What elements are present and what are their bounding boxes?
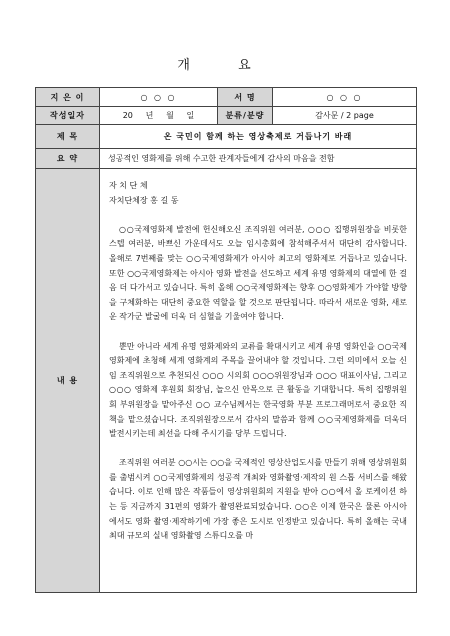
content-paragraph-2: 뿐만 아니라 세계 유명 영화제와의 교류를 확대시키고 세계 유명 영화인을 ○○국제영화제에 초청해 세계 영화계의 주목을 끌어내야 할 것입니다. 그런 의미에서 오늘 신임 조직위원으로 추천되신 ○○○ 시의회 ○○○위원장님과 ○○○ 대표이사님, 그리고 ○○○ 영화제 후원회 회장님, 놀으신 안목으로 큰 활동을 기대합니다. 특히 집행위원회 부위원장을 맡아주신 ○○ 교수님께서는 한국영화 부분 프로그래머로서 중요한 직책을 맡으셨습니다. 조직위원장으로서 감사의 말씀과 함께 ○○국제영화제를 더욱더 발전시키는데 최선을 다해 주시기를 당부 드립니다. (109, 341, 407, 439)
category-label: 분류/분량 (218, 107, 273, 125)
category-value: 감사문 / 2 page (273, 107, 417, 125)
content-paragraph-3: 조직위원 여러분 ○○시는 ○○을 국제적인 영상산업도시를 만들기 위해 영상위원회를 출범시켜 ○○국제영화제의 성공적 개최와 영화촬영·제작의 원 스톱 서비스를 해왔습니다. 이로 인해 많은 작품들이 영상위원회의 지원을 받아 ○○에서 올 로케이션 하는 등 지금까지 31편의 영화가 촬영완료되었습니다. ○○은 이제 한국은 물론 아시아에서도 영화 촬영·제작하기에 가장 좋은 도시로 인정받고 있습니다. 특히 올해는 국내 최대 규모의 실내 영화촬영 스튜디오를 마 (109, 458, 407, 541)
date-month-unit: 월 (166, 111, 174, 120)
signature-value: ○ ○ ○ (273, 88, 417, 107)
date-label: 작성일자 (36, 107, 100, 125)
content-body (100, 169, 417, 593)
summary-form (35, 87, 417, 593)
author-value: ○ ○ ○ (100, 88, 218, 107)
content-paragraph-1: ○○국제영화제 발전에 헌신해오신 조직위원 여러분, ○○○ 집행위원장을 비롯한 스텝 여러분, 바쁘신 가운데서도 오늘 임시총회에 참석해주셔서 대단히 감사합니다. 올해로 7번째를 맞는 ○○국제영화제가 아시아 최고의 영화제로 거듭나고 있습니다. 또한 ○○국제영화제는 아시아 영화 발전을 선도하고 세계 유명 영화제의 대열에 한 걸음 더 다가서고 있습니다. 특히 올해 ○○국제영화제는 향후 ○○영화제가 가야할 방향을 구체화하는 대단히 중요한 역할을 할 것으로 판단됩니다. 따라서 새로운 영화, 새로운 작가군 발굴에 더욱 더 심혈을 기울여야 합니다. (109, 224, 407, 322)
signature-label: 서 명 (218, 88, 273, 107)
date-year: 20 (122, 111, 133, 120)
date-value (100, 107, 218, 125)
content-signer: 자치단체장 홍 길 동 (109, 195, 179, 205)
page-title: 개 요 (177, 58, 273, 73)
subject-label: 제 목 (36, 125, 100, 149)
content-org: 자 치 단 체 (109, 181, 148, 190)
date-year-unit: 년 (145, 111, 154, 120)
subject-value: 온 국민이 함께 하는 영상축제로 거듭나기 바래 (100, 125, 417, 149)
author-label: 지 은 이 (36, 88, 100, 107)
content-label: 내 용 (36, 169, 100, 593)
date-day-unit: 일 (186, 111, 195, 120)
summary-label: 요 약 (36, 149, 100, 169)
summary-value: 성공적인 영화제를 위해 수고한 관계자들에게 감사의 마음을 전함 (100, 149, 417, 169)
